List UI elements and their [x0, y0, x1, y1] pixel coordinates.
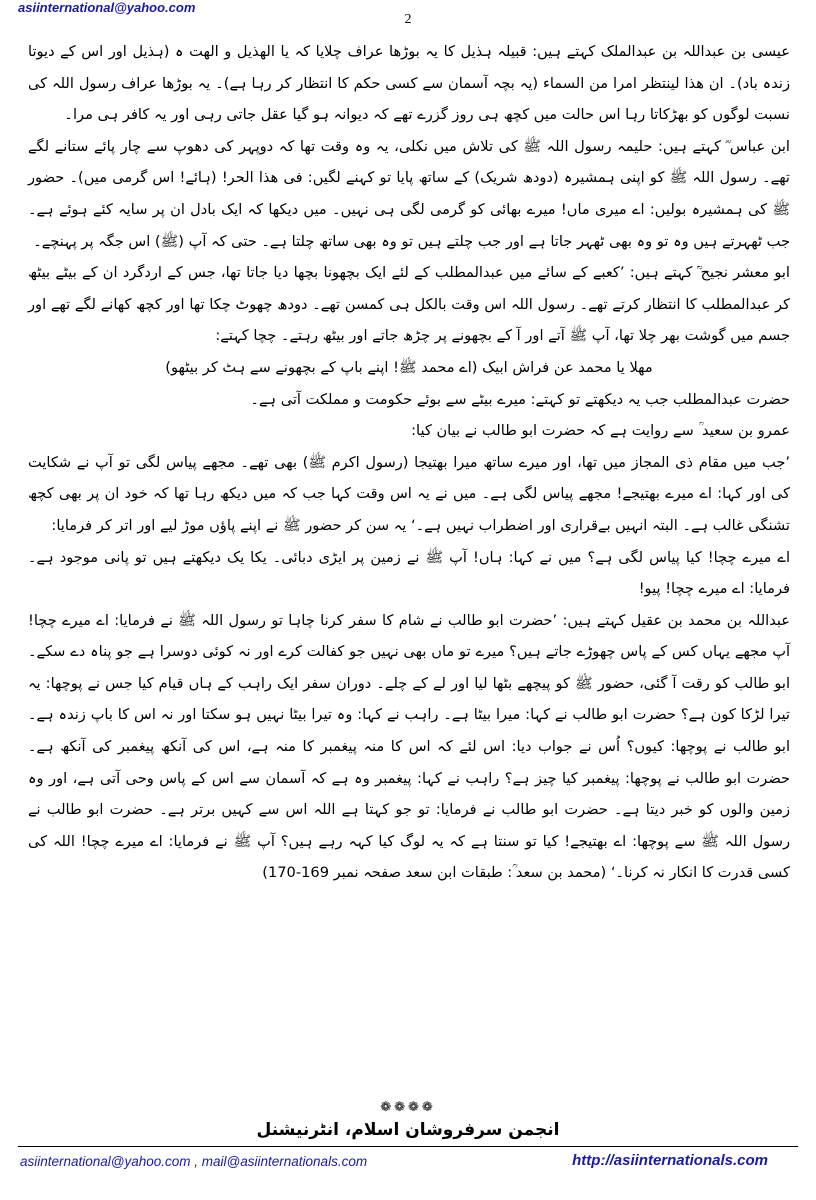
paragraph: ابن عباس ؓ کہتے ہیں: حلیمہ رسول اللہ ﷺ کی تلاش میں نکلی، یہ وہ وقت تھا کہ دوپہر کی دھوپ سے چار پائے ستانے لگے تھے۔ رسول اللہ ﷺ کو اپنی ہمشیرہ (دودھ شریک) کے ساتھ پایا تو کہنے لگیں: فی ھذا الحر! (ہائے! اس گرمی میں)۔ حضور ﷺ کی ہمشیرہ بولیں: اے میری ماں! میرے بھائی کو گرمی لگی ہی نہیں۔ میں دیکھا کہ ایک بادل ان پر سایہ کئے ہوئے ہے۔ جب ٹھہرتے ہیں وہ تو وہ بھی ٹھہر جاتا ہے اور جب چلتے ہیں تو وہ بھی ساتھ چلتا ہے۔ حتی کہ آپ (ﷺ) اس جگہ پر پہنچے۔	[28, 137, 790, 250]
header-email[interactable]: asiinternational@yahoo.com	[18, 0, 196, 15]
footer-organization: انجمن سرفروشان اسلام، انٹرنیشنل	[256, 1120, 560, 1140]
footer-website-link[interactable]	[572, 1152, 768, 1169]
website-link[interactable]: http://asiinternationals.com	[572, 1152, 768, 1169]
article-body	[28, 36, 790, 889]
footer-emails[interactable]: asiinternational@yahoo.com , mail@asiinternationals.com	[20, 1154, 368, 1169]
paragraph: عیسی بن عبداللہ بن عبدالملک کہتے ہیں: قبیلہ ہذیل کا یہ بوڑھا عراف چلایا کہ یا الھذیل و الھت ہ (ہذیل اور اس کے دیوتا زندہ باد)۔ ان ھذا لینتظر امرا من السماء (یہ بچہ آسمان سے کسی حکم کا انتظار کر رہا ہے)۔ یہ بوڑھا عراف رسول اللہ کی نسبت لوگوں کو بھڑکاتا رہا اس حالت میں کچھ ہی روز گزرے تھے کہ دیوانہ ہو گیا عقل جاتی رہی اور یہ کافر ہی مرا۔	[28, 43, 790, 124]
page-number: 2	[404, 12, 412, 27]
paragraph: حضرت عبدالمطلب جب یہ دیکھتے تو کہتے: میرے بیٹے سے بوئے حکومت و مملکت آتی ہے۔	[250, 390, 790, 408]
arabic-quote-line: مھلا یا محمد عن فراش ابیک (اے محمد ﷺ! اپنے باپ کے بچھونے سے ہٹ کر بیٹھو)	[165, 358, 653, 376]
paragraph: عبداللہ بن محمد بن عقیل کہتے ہیں: ’حضرت ابو طالب نے شام کا سفر کرنا چاہا تو رسول اللہ ﷺ نے فرمایا: اے میرے چچا! آپ مجھے یہاں کس کے پاس چھوڑے جاتے ہیں؟ میرے تو ماں بھی نہیں جو کفالت کرے اور نہ کوئی دوسرا ہے جو پناہ دے سکے۔ ابو طالب کو رقت آ گئی، حضور ﷺ کو پیچھے بٹھا لیا اور لے کے چلے۔ دوران سفر ایک راہب کے ہاں قیام کیا جس نے پوچھا: یہ تیرا لڑکا کون ہے؟ حضرت ابو طالب نے کہا: میرا بیٹا ہے۔ راہب نے کہا: وہ تیرا بیٹا نہیں ہو سکتا اور نہ اس کا باپ زندہ ہے۔ ابو طالب نے پوچھا: کیوں؟ اُس نے جواب دیا: اس لئے کہ اس کا منہ پیغمبر کا منہ ہے، اس کی آنکھ پیغمبر کی آنکھ ہے۔ حضرت ابو طالب نے پوچھا: پیغمبر کیا چیز ہے؟ راہب نے کہا: پیغمبر وہ ہے کہ آسمان سے اس کے پاس وحی آتی ہے، اور وہ زمین والوں کو خبر دیتا ہے۔ حضرت ابو طالب نے فرمایا: تو جو کہتا ہے اللہ اس سے کہیں برتر ہے۔ حضرت ابو طالب نے رسول اللہ ﷺ سے پوچھا: اے بھتیجے! کیا تو سنتا ہے کہ یہ لوگ کیا کہہ رہے ہیں؟ آپ ﷺ نے فرمایا: اے میرے چچا! اللہ کی کسی قدرت کا انکار نہ کرنا۔‘ (محمد بن سعد ؒ: طبقات ابن سعد صفحہ نمبر 169-170)	[28, 611, 790, 882]
section-separator: ❁❁❁❁	[380, 1100, 436, 1115]
footer-divider	[18, 1146, 798, 1147]
paragraph: اے میرے چچا! کیا پیاس لگی ہے؟ میں نے کہا: ہاں! آپ ﷺ نے زمین پر ایڑی دبائی۔ یکا یک دیکھتے ہیں تو پانی موجود ہے۔ فرمایا: اے میرے چچا! پیو!	[28, 548, 790, 598]
paragraph: ’جب میں مقام ذی المجاز میں تھا، اور میرے ساتھ میرا بھتیجا (رسول اکرم ﷺ) بھی تھے۔ مجھے پیاس لگی تو آپ نے شکایت کی اور کہا: اے میرے بھتیجے! مجھے پیاس لگی ہے۔ میں نے یہ اس وقت کہا جب کہ میں دیکھ رہا تھا کہ خود ان پر بھی کچھ تشنگی غالب ہے۔ البتہ انہیں بےقراری اور اضطراب نہیں ہے۔‘ یہ سن کر حضور ﷺ نے اپنے پاؤں موڑ لیے اور اتر کر فرمایا:	[28, 453, 790, 534]
paragraph: ابو معشر نجیح ؒ کہتے ہیں: ’کعبے کے سائے میں عبدالمطلب کے لئے ایک بچھونا بچھا دیا جاتا تھا، جس کے اردگرد ان کے بیٹے بیٹھ کر عبدالمطلب کا انتظار کرتے تھے۔ رسول اللہ اس وقت بالکل ہی کمسن تھے۔ دودھ چھوٹ چکا تھا اور کچھ کھانے لگے تھے اور جسم میں گوشت بھر چلا تھا، آپ ﷺ آتے اور آ کے بچھونے پر چڑھ جاتے اور بیٹھ رہتے۔ چچا کہتے:	[28, 264, 791, 345]
paragraph: عمرو بن سعید ؒ سے روایت ہے کہ حضرت ابو طالب نے بیان کیا:	[411, 422, 790, 440]
